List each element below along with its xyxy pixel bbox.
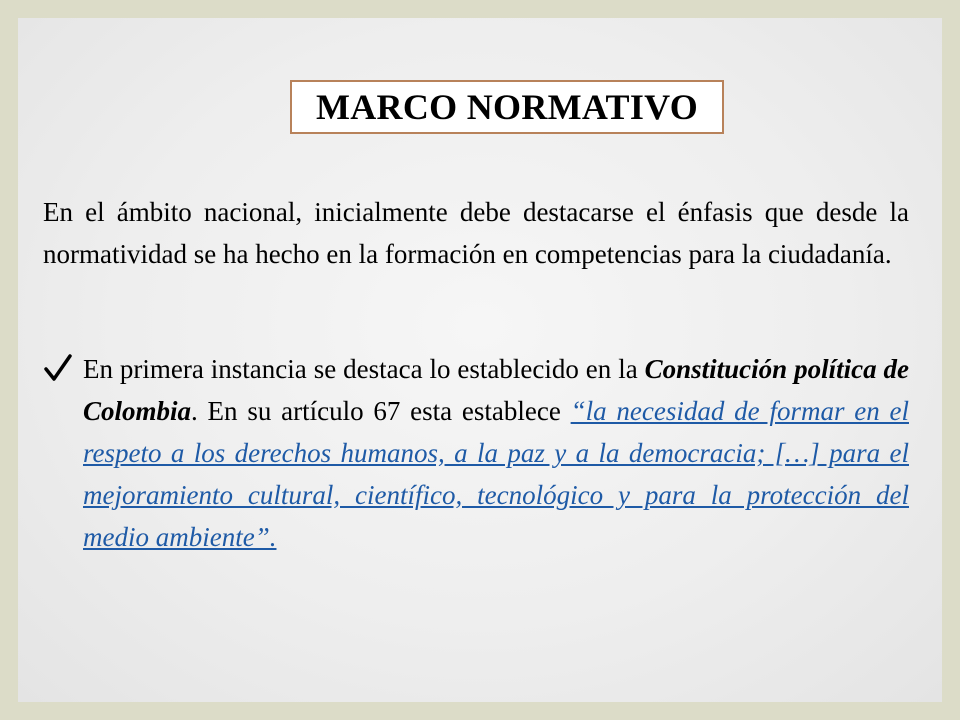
checkmark-icon: [43, 350, 73, 386]
constitution-emphasis: Constitución política de Colombia: [83, 354, 910, 426]
bullet-text-middle: . En su artículo 67 esta establece: [191, 396, 571, 426]
bullet-item: [43, 348, 909, 558]
intro-paragraph: En el ámbito nacional, inicialmente debe destacarse el énfasis que desde la normatividad se ha hecho en la formación en competencias para la ciudadanía.: [43, 197, 909, 269]
title-box: [290, 80, 724, 134]
slide: [18, 18, 942, 702]
page-title: MARCO NORMATIVO: [315, 87, 699, 127]
bullet-text: [83, 348, 909, 558]
article-67-quote-link[interactable]: “la necesidad de formar en el respeto a los derechos humanos, a la paz y a la democracia; […] para el mejoramiento cultural, científico, tecnológico y para la protección del medio ambiente”.: [83, 396, 909, 552]
bullet-text-before: En primera instancia se destaca lo establecido en la: [83, 354, 645, 384]
